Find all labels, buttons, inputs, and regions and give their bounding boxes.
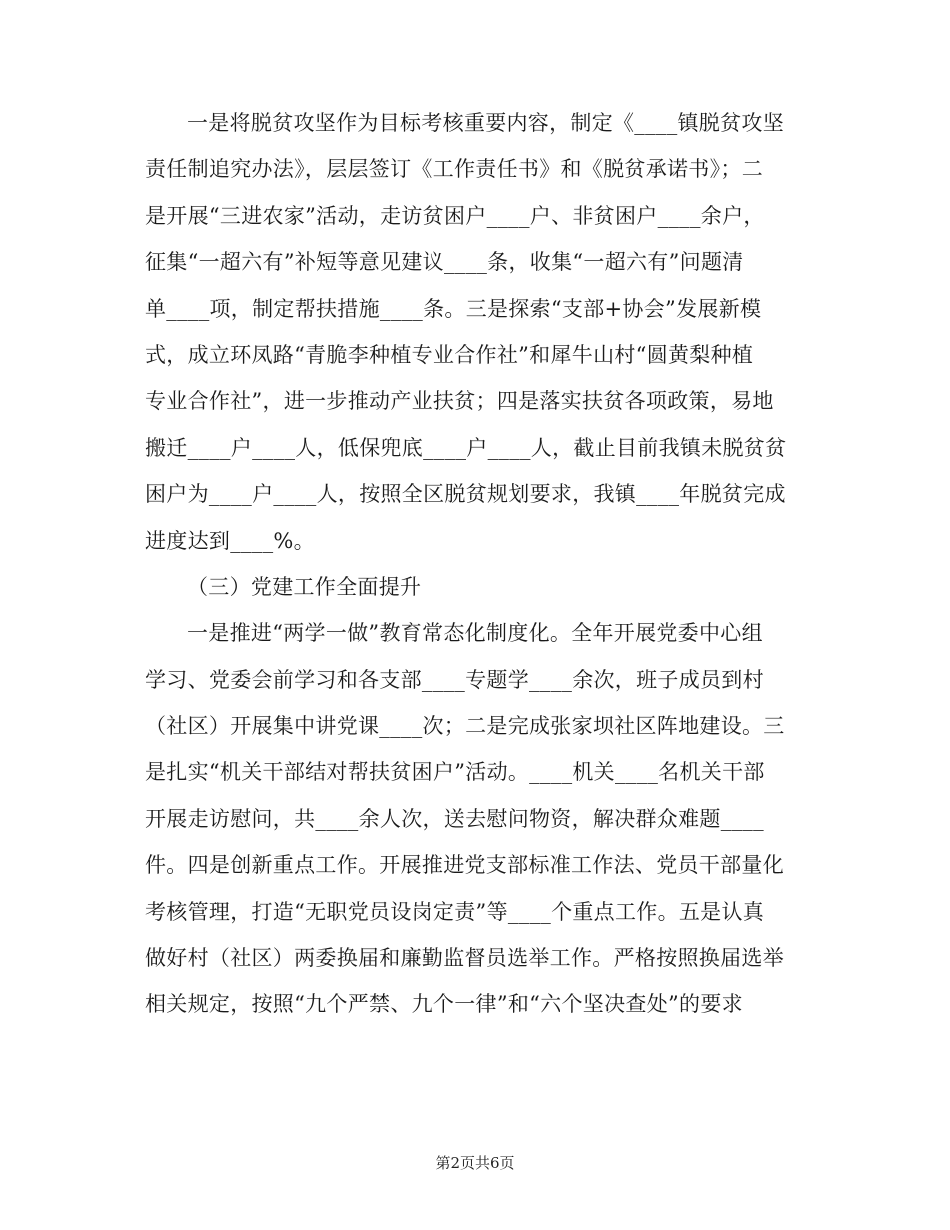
paragraph-2-line-3: （社区）开展集中讲党课____次；二是完成张家坝社区阵地建设。三 (145, 714, 785, 739)
paragraph-2-line-2: 学习、党委会前学习和各支部____专题学____余次，班子成员到村 (145, 667, 764, 692)
paragraph-2-line-8: 做好村（社区）两委换届和廉勤监督员选举工作。严格按照换届选举 (145, 946, 784, 971)
paragraph-1-line-2: 责任制追究办法》，层层签订《工作责任书》和《脱贫承诺书》；二 (145, 157, 763, 182)
page-number-footer: 第2页共6页 (435, 1154, 515, 1172)
paragraph-1-line-6: 式，成立环凤路“青脆李种植专业合作社”和犀牛山村“圆黄梨种植 (145, 342, 754, 367)
paragraph-1-line-7: 专业合作社”，进一步推动产业扶贫；四是落实扶贫各项政策，易地 (145, 389, 774, 414)
paragraph-2-line-7: 考核管理，打造“无职党员设岗定责”等____个重点工作。五是认真 (145, 899, 765, 924)
paragraph-2-line-5: 开展走访慰问，共____余人次，送去慰问物资，解决群众难题____ (145, 806, 764, 831)
paragraph-1-line-9: 困户为____户____人，按照全区脱贫规划要求，我镇____年脱贫完成 (145, 482, 786, 507)
paragraph-1-line-5: 单____项，制定帮扶措施____条。三是探索“支部+协会”发展新模 (145, 296, 762, 321)
paragraph-2-line-4: 是扎实“机关干部结对帮扶贫困户”活动。____机关____名机关干部 (145, 760, 765, 785)
paragraph-1-line-8: 搬迁____户____人，低保兜底____户____人，截止目前我镇未脱贫贫 (145, 435, 787, 460)
paragraph-1-line-1: 一是将脱贫攻坚作为目标考核重要内容，制定《____镇脱贫攻坚 (187, 111, 784, 135)
paragraph-1-line-4: 征集“一超六有”补短等意见建议____条，收集“一超六有”问题清 (145, 250, 744, 275)
paragraph-1-line-3: 是开展“三进农家”活动，走访贫困户____户、非贫困户____余户， (145, 203, 765, 228)
paragraph-1-line-10: 进度达到____%。 (145, 528, 315, 553)
section-heading: （三）党建工作全面提升 (187, 574, 422, 599)
paragraph-2-line-9: 相关规定，按照“九个严禁、九个一律”和“六个坚决查处”的要求 (145, 992, 743, 1017)
paragraph-2-line-6: 件。四是创新重点工作。开展推进党支部标准工作法、党员干部量化 (145, 853, 784, 878)
document-body (145, 100, 795, 1028)
paragraph-2-line-1: 一是推进“两学一做”教育常态化制度化。全年开展党委中心组 (187, 621, 763, 646)
